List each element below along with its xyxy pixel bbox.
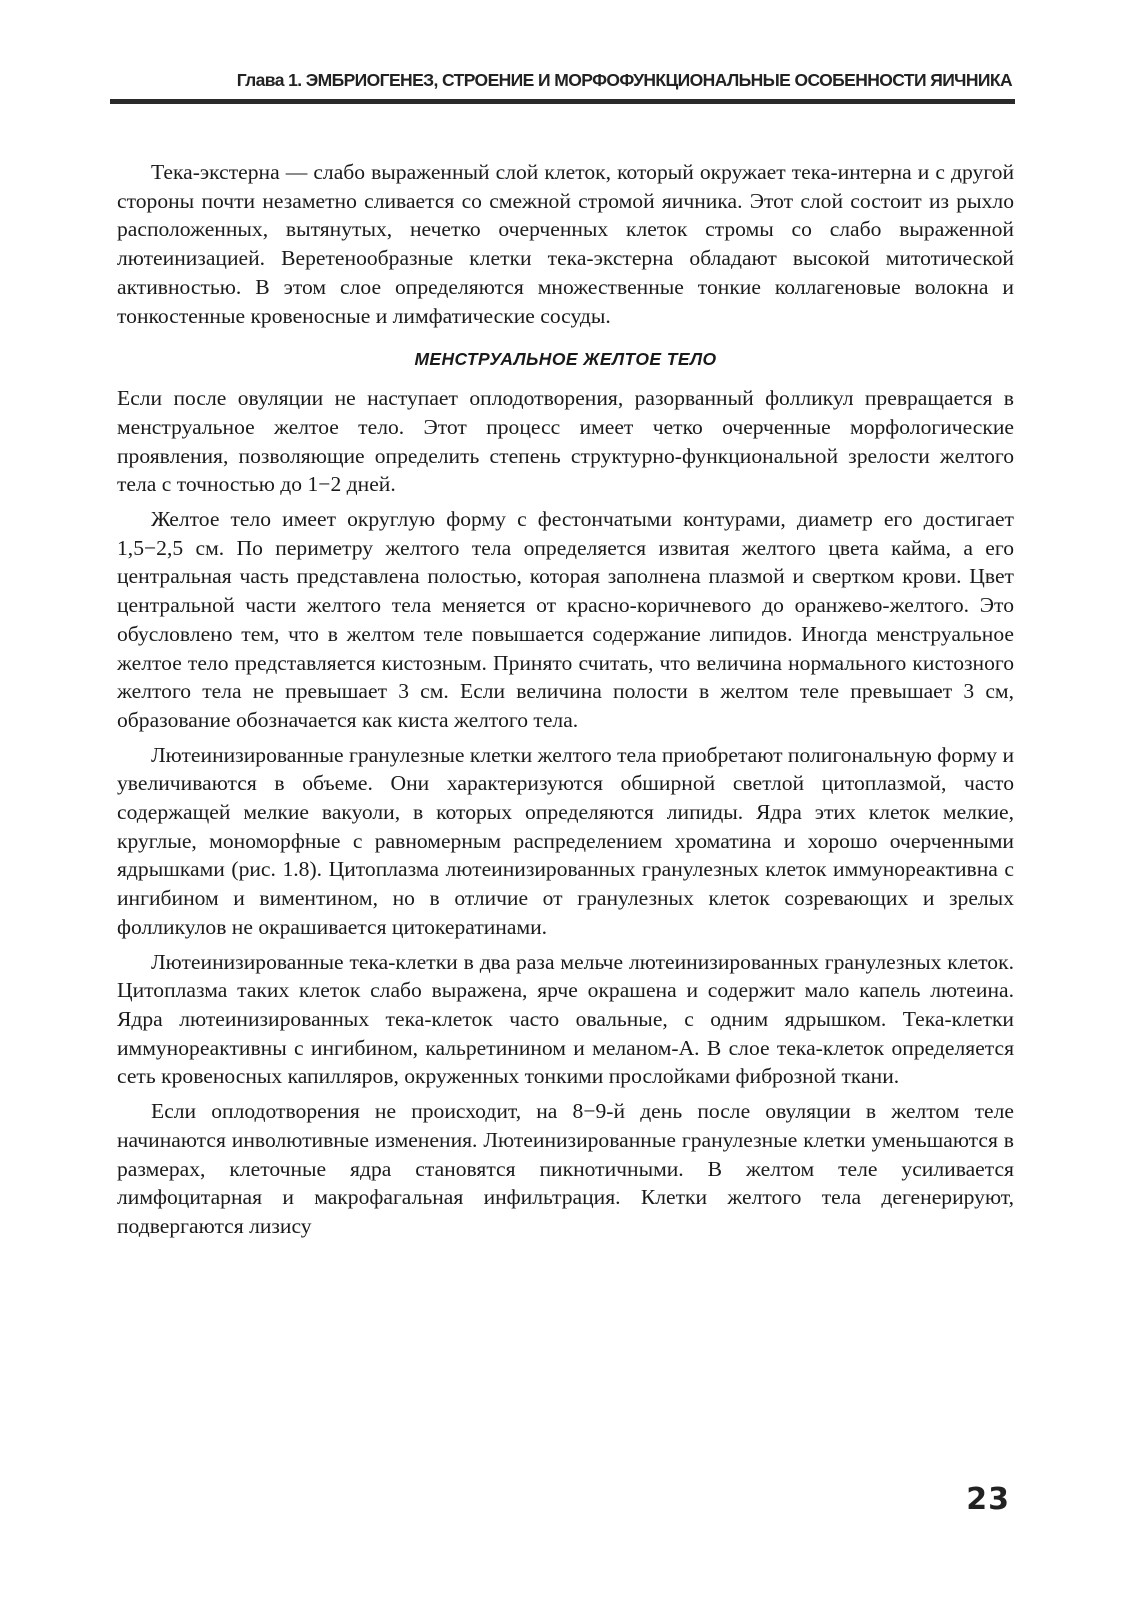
paragraph-corpus-luteum-shape: Желтое тело имеет округлую форму с фестончатыми контурами, диаметр его достигает 1,5−2,5 см. По периметру желтого тела определяется извитая желтого цвета кайма, а его центральная часть представлена полостью, которая заполнена плазмой и свертком крови. Цвет центральной части желтого тела меняется от красно-коричневого до оранжево-желтого. Это обусловлено тем, что в желтом теле повышается содержание липидов. Иногда менструальное желтое тело представляется кистозным. Принято считать, что величина нормального кистозного желтого тела не превышает 3 см. Если величина полости в желтом теле превышает 3 см, образование обозначается как киста желтого тела.	[117, 507, 1014, 732]
paragraph-granulosa-cells: Лютеинизированные гранулезные клетки желтого тела приобретают полигональную форму и увеличиваются в объеме. Они характеризуются обширной светлой цитоплазмой, часто содержащей мелкие вакуоли, в которых определяются липиды. Ядра этих клеток мелкие, круглые, мономорфные с равномерным распределением хроматина и хорошо очерченными ядрышками (рис. 1.8). Цитоплазма лютеинизированных гранулезных клеток иммунореактивна с ингибином и виментином, но в отличие от гранулезных клеток созревающих и зрелых фолликулов не окрашивается цитокератинами.	[117, 742, 1014, 939]
page-body	[117, 158, 1014, 1241]
paragraph-theca-externa: Тека-экстерна — слабо выраженный слой клеток, который окружает тека-интерна и с другой стороны почти незаметно сливается со смежной стромой яичника. Этот слой состоит из рыхло расположенных, вытянутых, нечетко очерченных клеток стромы со слабо выраженной лютеинизацией. Веретенообразные клетки тека-экстерна обладают высокой митотической активностью. В этом слое определяются множественные тонкие коллагеновые волокна и тонкостенные кровеносные и лимфатические сосуды.	[117, 160, 1014, 328]
page-number: 23	[966, 1482, 1010, 1517]
paragraph-theca-cells: Лютеинизированные тека-клетки в два раза мельче лютеинизированных гранулезных клеток. Цитоплазма таких клеток слабо выражена, ярче окрашена и содержит мало капель лютеина. Ядра лютеинизированных тека-клеток часто овальные, с одним ядрышком. Тека-клетки иммунореактивны с ингибином, кальретинином и меланом-А. В слое тека-клеток определяется сеть кровеносных капилляров, окруженных тонкими прослойками фиброзной ткани.	[117, 949, 1014, 1089]
paragraph-ovulation: Если после овуляции не наступает оплодотворения, разорванный фолликул превращается в менструальное желтое тело. Этот процесс имеет четко очерченные морфологические проявления, позволяющие определить степень структурно-функциональной зрелости желтого тела с точностью до 1−2 дней.	[117, 386, 1014, 497]
paragraph-involution: Если оплодотворения не происходит, на 8−9-й день после овуляции в желтом теле начинаются инволютивные изменения. Лютеинизированные гранулезные клетки уменьшаются в размерах, клеточные ядра становятся пикнотичными. В желтом теле усиливается лимфоцитарная и макрофагальная инфильтрация. Клетки желтого тела дегенерируют, подвергаются лизису	[117, 1099, 1014, 1238]
section-heading: МЕНСТРУАЛЬНОЕ ЖЕЛТОЕ ТЕЛО	[414, 349, 717, 370]
running-header: Глава 1. ЭМБРИОГЕНЕЗ, СТРОЕНИЕ И МОРФОФУНКЦИОНАЛЬНЫЕ ОСОБЕННОСТИ ЯИЧНИКА	[236, 70, 1012, 90]
header-rule	[110, 99, 1015, 104]
